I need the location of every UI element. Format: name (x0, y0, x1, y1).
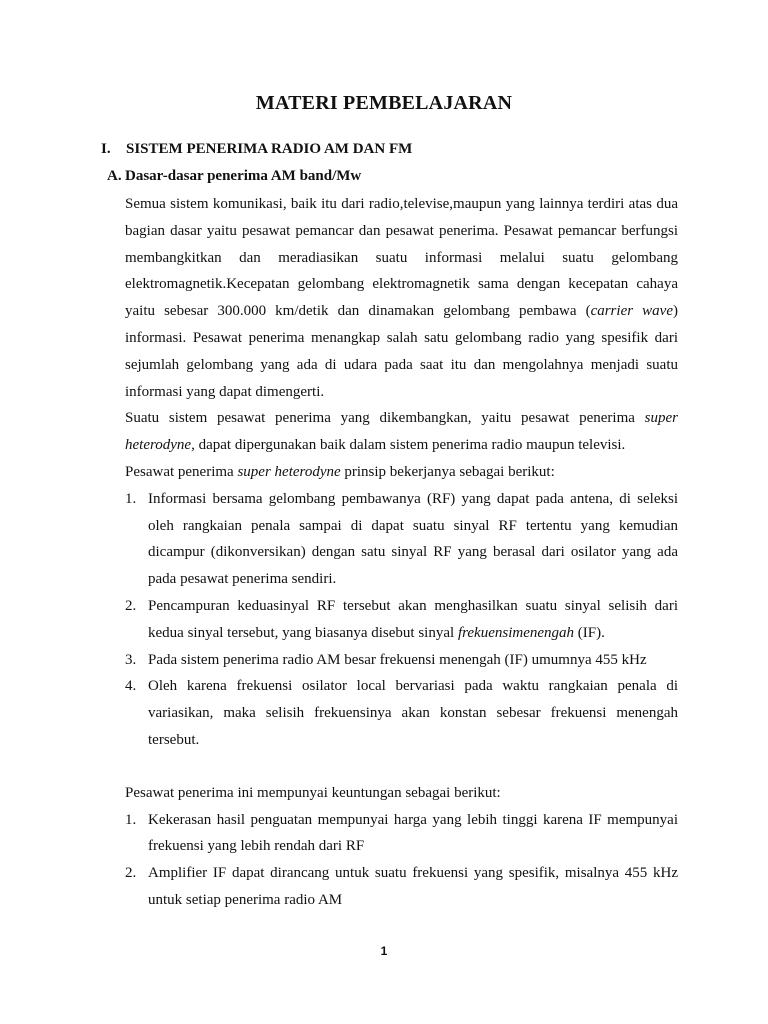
list-text: Kekerasan hasil penguatan mempunyai harga yang lebih tinggi karena IF mempunyai frekuensi yang lebih rendah dari RF (148, 811, 678, 855)
list-number: 2. (125, 597, 137, 614)
italic-term: frekuensimenengah (457, 624, 575, 641)
section-title: SISTEM PENERIMA RADIO AM DAN FM (126, 141, 413, 157)
list-item (125, 486, 678, 593)
numbered-list (125, 486, 678, 754)
list-number: 4. (125, 678, 137, 695)
italic-term: carrier wave (590, 303, 673, 320)
subsection-title: Dasar-dasar penerima AM band/Mw (125, 168, 362, 184)
list-item (125, 593, 678, 647)
body-content (125, 191, 678, 914)
list-number: 2. (125, 865, 137, 882)
subsection-number: A. (107, 168, 122, 184)
paragraph-text: dapat dipergunakan baik dalam sistem penerima radio maupun televisi. (194, 437, 626, 454)
paragraph (125, 459, 678, 486)
paragraph-text: ) informasi. Pesawat penerima menangkap salah satu gelombang radio yang spesifik dari sejumlah gelombang yang ada di udara pada saat itu dan mengolahnya menjadi suatu informasi yang dapat dimengerti. (125, 303, 678, 400)
paragraph-text: Pesawat penerima (125, 463, 238, 480)
subsection-heading (107, 168, 361, 185)
page-title: MATERI PEMBELAJARAN (255, 92, 513, 114)
numbered-list (125, 807, 678, 914)
paragraph (125, 405, 678, 459)
italic-term: super heterodyne, (125, 410, 678, 454)
list-item (125, 860, 678, 914)
list-text: Amplifier IF dapat dirancang untuk suatu frekuensi yang spesifik, misalnya 455 kHz untuk setiap penerima radio AM (148, 865, 678, 908)
list-number: 1. (125, 490, 137, 507)
paragraph (125, 191, 678, 405)
list-item (125, 807, 678, 861)
list-text: Oleh karena frekuensi osilator local bervariasi pada waktu rangkaian penala di variasikan, maka selisih frekuensinya akan konstan sebesar frekuensi menengah tersebut. (148, 678, 678, 748)
list-text: Informasi bersama gelombang pembawanya (RF) yang dapat pada antena, di seleksi oleh rangkaian penala sampai di dapat suatu sinyal RF tertentu yang kemudian dicampur (dikonversikan) dengan satu sinyal RF yang berasal dari osilator yang ada pada pesawat penerima sendiri. (148, 490, 678, 588)
list-number: 3. (125, 651, 137, 668)
list-item (125, 647, 678, 674)
paragraph: Pesawat penerima ini mempunyai keuntungan sebagai berikut: (125, 784, 501, 801)
paragraph-text: prinsip bekerjanya sebagai berikut: (340, 463, 555, 480)
section-number: I. (101, 141, 111, 157)
list-text: Pencampuran keduasinyal RF tersebut akan menghasilkan suatu sinyal selisih dari kedua sinyal tersebut, yang biasanya disebut sinyal (148, 597, 678, 641)
paragraph-text: Suatu sistem pesawat penerima yang dikembangkan, yaitu pesawat penerima (125, 410, 645, 427)
spacer (125, 754, 678, 780)
section-heading (101, 141, 412, 158)
list-text: (IF). (574, 624, 605, 641)
list-item (125, 673, 678, 753)
list-number: 1. (125, 811, 137, 828)
italic-term: super heterodyne (237, 463, 341, 480)
list-text: Pada sistem penerima radio AM besar frekuensi menengah (IF) umumnya 455 kHz (148, 651, 647, 668)
page-number: 1 (380, 944, 388, 958)
paragraph-text: Semua sistem komunikasi, baik itu dari radio,televise,maupun yang lainnya terdiri atas dua bagian dasar yaitu pesawat pemancar dan pesawat penerima. Pesawat pemancar berfungsi membangkitkan dan meradiasikan suatu informasi melalui suatu gelombang elektromagnetik.Kecepatan gelombang elektromagnetik sama dengan kecepatan cahaya yaitu sebesar 300.000 km/detik dan dinamakan gelombang pembawa ( (125, 196, 678, 320)
